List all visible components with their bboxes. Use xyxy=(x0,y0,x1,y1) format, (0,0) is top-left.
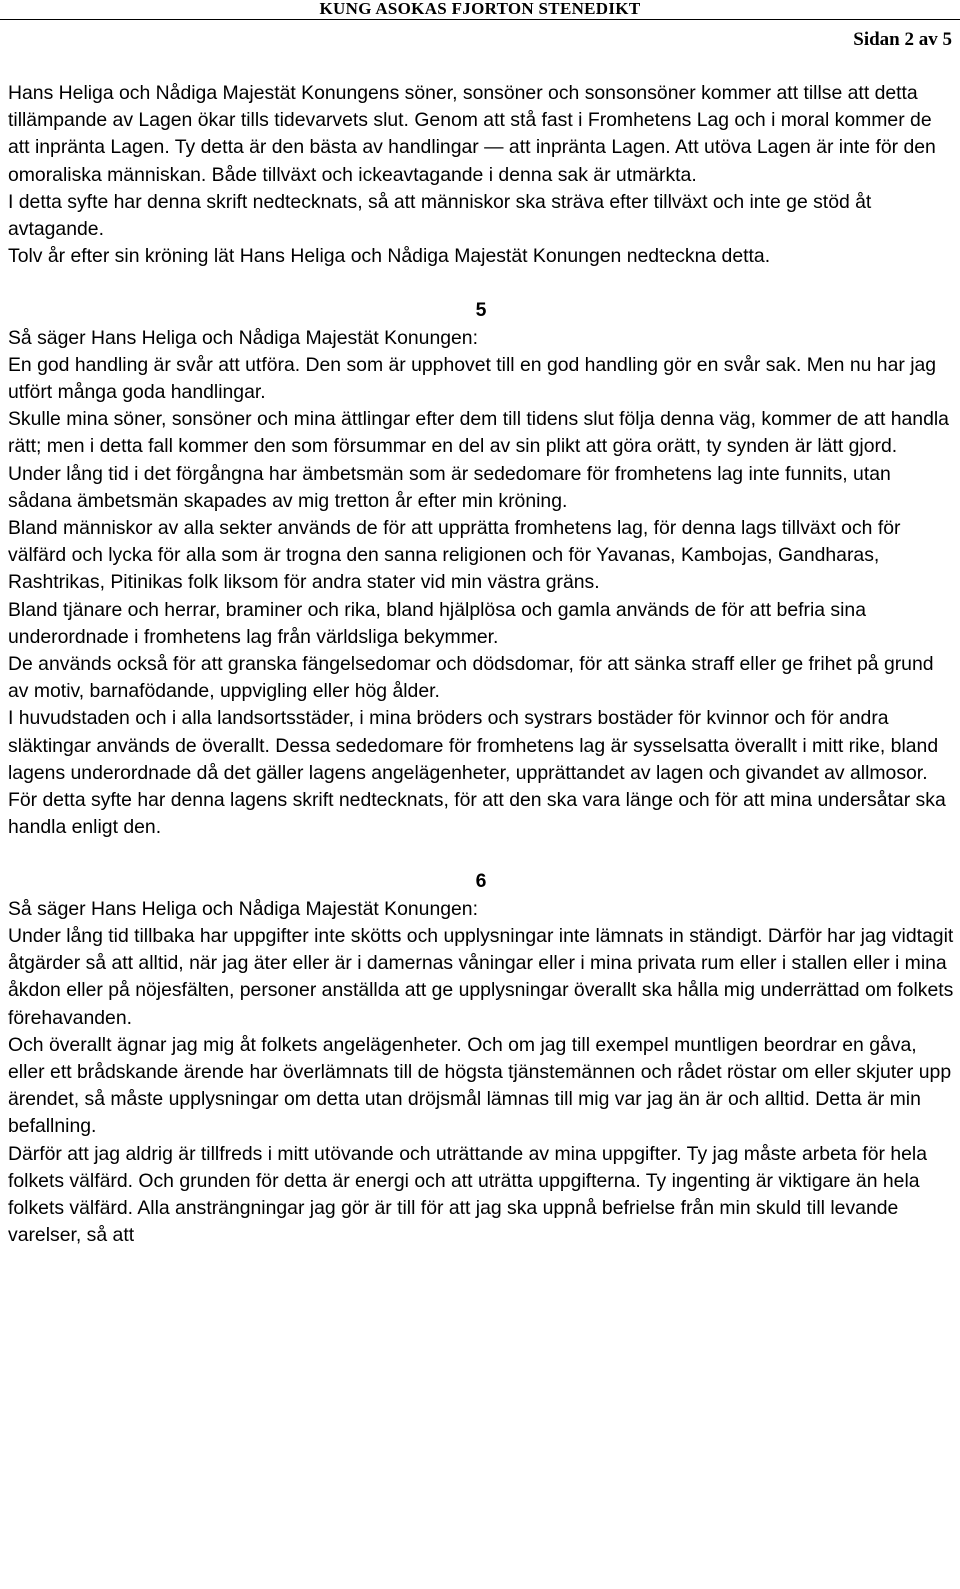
section-paragraph: Så säger Hans Heliga och Nådiga Majestät Konungen: xyxy=(8,897,478,920)
intro-paragraph: Tolv år efter sin kröning lät Hans Heliga och Nådiga Majestät Konungen nedteckna detta. xyxy=(8,245,771,268)
section-spacer xyxy=(8,270,954,297)
section-paragraph: Under lång tid i det förgångna har ämbetsmän som är sededomare för fromhetens lag inte funnits, utan sådana ämbetsmän skapades av mig tretton år efter min kröning. xyxy=(8,462,891,512)
section-paragraph: I huvudstaden och i alla landsortsstäder, i mina bröders och systrars bostäder för kvinnor och för andra släktingar används de överallt. Dessa sededomare för fromhetens lag är sysselsatta överallt i mitt rike, bland lagens underordnade då det gäller lagens angelägenheter, upprättandet av lagen och givandet av allmosor. xyxy=(8,707,939,784)
intro-paragraph: I detta syfte har denna skrift nedtecknats, så att människor ska sträva efter tillväxt och inte ge stöd åt avtagande. xyxy=(8,190,872,241)
section-paragraph: Därför att jag aldrig är tillfreds i mitt utövande och uträttande av mina uppgifter. Ty jag måste arbeta för hela folkets välfärd. Och grunden för detta är energi och att uträtta uppgifterna. Ty ingenting är viktigare än hela folkets välfärd. Alla ansträngningar jag gör är till för att jag ska uppnå befrielse från min skuld till levande varelser, så att xyxy=(8,1142,928,1247)
section-paragraph: Bland människor av alla sekter används de för att upprätta fromhetens lag, för denna lags tillväxt och för välfärd och lycka för alla som är trogna den sanna religionen och för Yavanas, Kambojas, Gandharas, Rashtrikas, Pitinikas folk liksom för andra stater vid min västra gräns. xyxy=(8,517,901,594)
section-number-5: 5 xyxy=(475,299,487,322)
section-paragraph: Skulle mina söner, sonsöner och mina ättlingar efter dem till tidens slut följa denna väg, kommer de att handla rätt; men i detta fall kommer den som försummar en del av sin plikt att göra orätt, ty synden är lätt gjord. xyxy=(8,408,949,458)
section-paragraph: Under lång tid tillbaka har uppgifter inte skötts och upplysningar inte lämnats in ständigt. Därför har jag vidtagit åtgärder så att alltid, när jag äter eller är i damernas våningar eller i mina privata rum eller i stallen eller i mina åkdon eller på nöjesfälten, personer anställda att ge upplysningar överallt ska hålla mig underrättad om folkets förehavanden. xyxy=(8,924,954,1029)
document-body xyxy=(8,80,954,1249)
section-paragraph: De används också för att granska fängelsedomar och dödsdomar, för att sänka straff eller ge frihet på grund av motiv, barnafödande, uppvigling eller hög ålder. xyxy=(8,653,934,703)
section-paragraph: Och överallt ägnar jag mig åt folkets angelägenheter. Och om jag till exempel muntligen beordrar en gåva, eller ett brådskande ärende har överlämnats till de högsta tjänstemännen och rådet röstar om eller skjuter upp ärendet, så måste upplysningar om detta utan dröjsmål lämnas till mig var jag än är och alltid. Detta är min befallning. xyxy=(8,1033,952,1138)
section-number-6: 6 xyxy=(475,870,487,893)
document-title: KUNG ASOKAS FJORTON STENEDIKT xyxy=(319,0,641,18)
section-paragraph: Så säger Hans Heliga och Nådiga Majestät Konungen: xyxy=(8,326,478,349)
intro-paragraph: Hans Heliga och Nådiga Majestät Konungens söner, sonsöner och sonsonsöner kommer att tillse att detta tillämpande av Lagen ökar tills tidevarvets slut. Genom att stå fast i Fromhetens Lag och i moral kommer de att inpränta Lagen. Ty detta är den bästa av handlingar — att inpränta Lagen. Att utöva Lagen är inte för den omoraliska människan. Både tillväxt och ickeavtagande i denna sak är utmärkta. xyxy=(8,82,936,186)
section-paragraph: Bland tjänare och herrar, braminer och rika, bland hjälplösa och gamla används de för att befria sina underordnade i fromhetens lag från världsliga bekymmer. xyxy=(8,598,866,648)
page-number: Sidan 2 av 5 xyxy=(853,29,952,50)
section-paragraph: En god handling är svår att utföra. Den som är upphovet till en god handling gör en svår sak. Men nu har jag utfört många goda handlingar. xyxy=(8,353,937,404)
header-divider xyxy=(0,19,960,20)
section-spacer xyxy=(8,841,954,868)
section-paragraph: För detta syfte har denna lagens skrift nedtecknats, för att den ska vara länge och för att mina undersåtar ska handla enligt den. xyxy=(8,789,946,839)
